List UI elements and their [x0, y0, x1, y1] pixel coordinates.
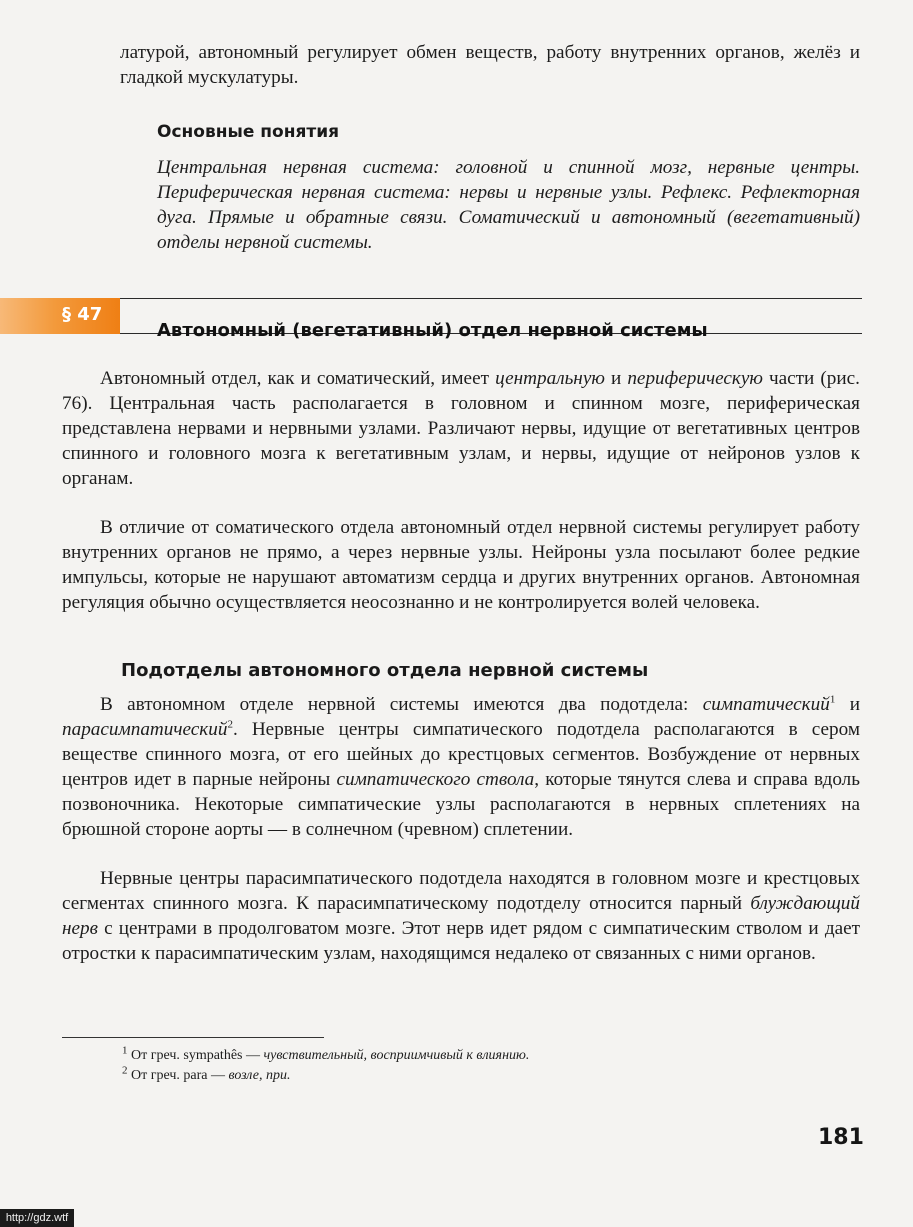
intro-paragraph: латурой, автономный регулирует обмен веществ, работу внутренних органов, желёз и гладкой мускулатуры. [120, 42, 860, 88]
footnote-rule [62, 1037, 324, 1038]
footnote-2: $^2$ От греч. para — возле, при. [122, 1064, 291, 1083]
subsection-heading: Подотделы автономного отдела нервной системы [121, 660, 649, 681]
section-rule-top [120, 298, 862, 299]
section-title: Автономный (вегетативный) отдел нервной системы [157, 319, 708, 341]
paragraph-2: В отличие от соматического отдела автономный отдел нервной системы регулирует работу внутренних органов не прямо, а через нервные узлы. Нейроны узла посылают более редкие импульсы, которые не нарушают автоматизм сердца и других внутренних органов. Автономная регуляция обычно осуществляется неосознанно и не контролируется волей человека. [62, 517, 860, 613]
watermark-link[interactable]: http://gdz.wtf [0, 1209, 74, 1227]
paragraph-3: В автономном отделе нервной системы имеются два подотдела: симпатический$^1$ и парасимпатический$^2$. Нервные центры симпатического подотдела располагаются в сером веществе спинного мозга, от его шейных до крестцовых сегментов. Возбуждение от нервных центров идет в парные нейроны симпатического ствола, которые тянутся слева и справа вдоль позвоночника. Некоторые симпатические узлы располагаются в нервных сплетениях на брюшной стороне аорты — в солнечном (чревном) сплетении. [62, 693, 860, 840]
concepts-text: Центральная нервная система: головной и спинной мозг, нервные центры. Периферическая нервная система: нервы и нервные узлы. Рефлекс. Рефлекторная дуга. Прямые и обратные связи. Соматический и автономный (вегетативный) отделы нервной системы. [157, 157, 860, 253]
paragraph-1: Автономный отдел, как и соматический, имеет центральную и периферическую части (рис. 76). Центральная часть располагается в головном и спинном мозге, периферическая представлена нервами и нервными узлами. Различают нервы, идущие от вегетативных центров спинного и головного мозга к вегетативным узлам, и нервы, идущие от нейронов узлов к органам. [62, 368, 860, 489]
page-number: 181 [818, 1125, 864, 1150]
concepts-heading: Основные понятия [157, 122, 340, 142]
footnote-1: $^1$ От греч. sympathês — чувствительный, восприимчивый к влиянию. [122, 1044, 530, 1063]
section-number: § 47 [62, 304, 103, 325]
paragraph-4: Нервные центры парасимпатического подотдела находятся в головном мозге и крестцовых сегментах спинного мозга. К парасимпатическому подотделу относится парный блуждающий нерв с центрами в продолговатом мозге. Этот нерв идет рядом с симпатическим стволом и дает отростки к парасимпатическим узлам, находящимся недалеко от связанных с ними органов. [62, 868, 860, 964]
